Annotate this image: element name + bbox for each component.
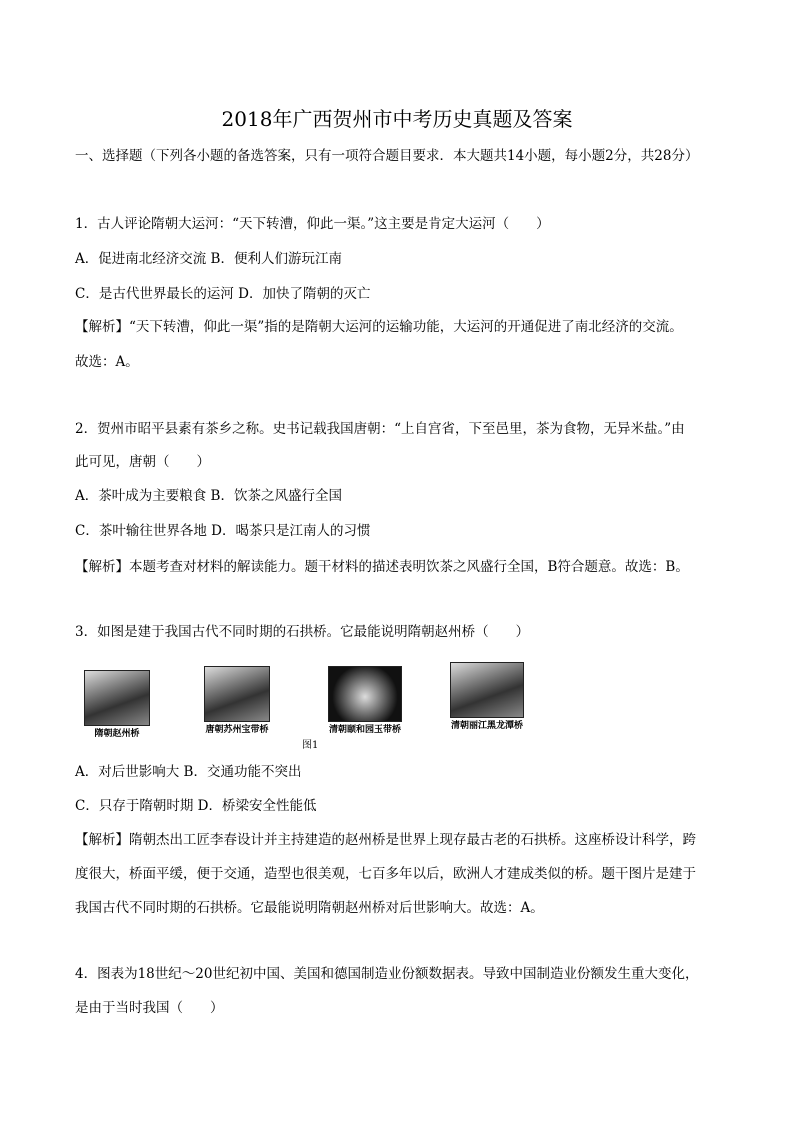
q2-analysis: 【解析】本题考查对材料的解读能力。题干材料的描述表明饮茶之风盛行全国，B符合题意。故选：B。 xyxy=(75,559,689,575)
page-title: 2018年广西贺州市中考历史真题及答案 xyxy=(221,107,573,131)
q3-analysis-cont: 度很大，桥面平缓，便于交通，造型也很美观，七百多年以后，欧洲人才建成类似的桥。题干图片是建于 xyxy=(75,866,696,882)
q1-answer: 故选：A。 xyxy=(75,354,139,370)
figure-zhaozhou-bridge: 隋朝赵州桥 xyxy=(84,670,150,739)
q4-stem-cont: 是由于当时我国（ ） xyxy=(75,1000,224,1016)
q3-stem: 3．如图是建于我国古代不同时期的石拱桥。它最能说明隋朝赵州桥（ ） xyxy=(75,624,530,640)
figure-heilongtan-bridge: 清朝丽江黑龙潭桥 xyxy=(450,662,524,731)
q3-analysis-end: 我国古代不同时期的石拱桥。它最能说明隋朝赵州桥对后世影响大。故选：A。 xyxy=(75,900,544,916)
q3-analysis: 【解析】隋朝杰出工匠李春设计并主持建造的赵州桥是世界上现存最古老的石拱桥。这座桥设计科学，跨 xyxy=(75,832,696,848)
q4-stem: 4．图表为18世纪～20世纪初中国、美国和德国制造业份额数据表。导致中国制造业份额发生重大变化， xyxy=(75,966,699,982)
figure-yudai-bridge: 清朝颐和园玉带桥 xyxy=(328,666,402,735)
figure-caption: 图1 xyxy=(302,740,319,751)
q3-options-ab: A．对后世影响大 B．交通功能不突出 xyxy=(75,764,302,780)
section-heading: 一、选择题（下列各小题的备选答案，只有一项符合题目要求．本大题共14小题，每小题2分，共28分） xyxy=(75,148,699,164)
bridge-figure xyxy=(80,662,550,752)
q2-stem: 2．贺州市昭平县素有茶乡之称。史书记载我国唐朝：“上自宫省，下至邑里，茶为食物，无异米盐。”由 xyxy=(75,421,685,437)
q1-options-ab: A．促进南北经济交流 B．便利人们游玩江南 xyxy=(75,251,342,267)
q2-options-ab: A．茶叶成为主要粮食 B．饮茶之风盛行全国 xyxy=(75,488,342,504)
q2-stem-cont: 此可见，唐朝（ ） xyxy=(75,454,210,470)
q1-stem: 1．古人评论隋朝大运河：“天下转漕，仰此一渠。”这主要是肯定大运河（ ） xyxy=(75,216,550,232)
q3-options-cd: C．只存于隋朝时期 D．桥梁安全性能低 xyxy=(75,798,317,814)
q2-options-cd: C．茶叶输往世界各地 D．喝茶只是江南人的习惯 xyxy=(75,523,371,539)
figure-baodai-bridge: 唐朝苏州宝带桥 xyxy=(204,666,270,735)
q1-options-cd: C．是古代世界最长的运河 D．加快了隋朝的灭亡 xyxy=(75,286,371,302)
q1-analysis: 【解析】“天下转漕，仰此一渠”指的是隋朝大运河的运输功能，大运河的开通促进了南北经济的交流。 xyxy=(75,319,683,335)
